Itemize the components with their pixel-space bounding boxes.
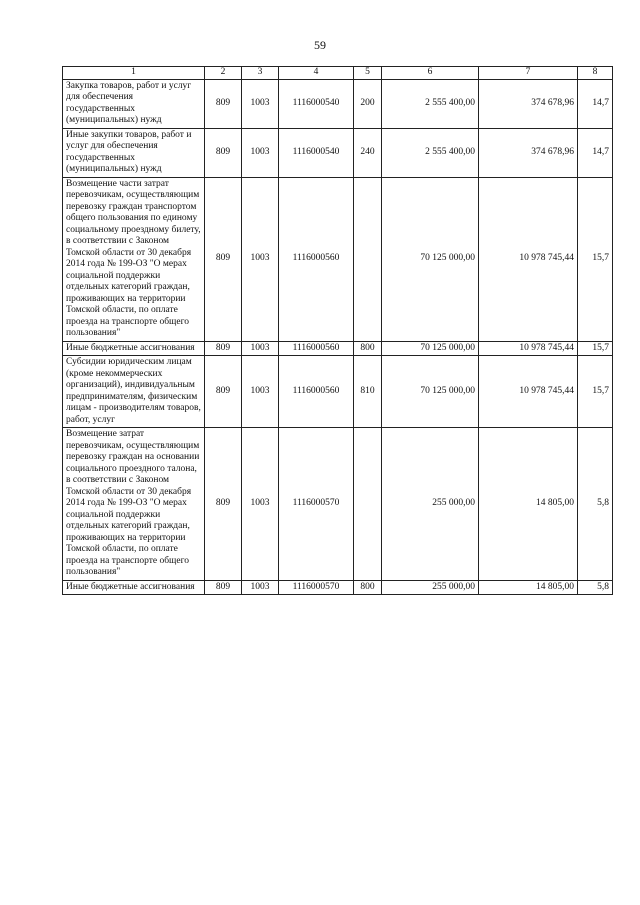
table-cell: 1003 (242, 580, 279, 595)
table-row (63, 580, 613, 595)
table-cell: 810 (354, 356, 382, 428)
table-cell: 1116000560 (279, 177, 354, 341)
table-header-row (63, 67, 613, 80)
table-cell: 800 (354, 341, 382, 356)
table-cell: 5,8 (578, 580, 613, 595)
table-cell: 14,7 (578, 128, 613, 177)
table-cell: 374 678,96 (479, 128, 578, 177)
table-cell: 1116000540 (279, 79, 354, 128)
table-cell: Закупка товаров, работ и услуг для обеспечения государственных (муниципальных) нужд (63, 79, 205, 128)
table-cell: 5,8 (578, 428, 613, 581)
table-cell: 809 (205, 580, 242, 595)
table-cell: 70 125 000,00 (382, 341, 479, 356)
table-cell: 10 978 745,44 (479, 177, 578, 341)
table-cell: Иные закупки товаров, работ и услуг для обеспечения государственных (муниципальных) нужд (63, 128, 205, 177)
table-cell: 1116000570 (279, 580, 354, 595)
table-cell: 2 555 400,00 (382, 128, 479, 177)
table-cell: 1003 (242, 428, 279, 581)
table-cell: 14 805,00 (479, 580, 578, 595)
table-cell: 1116000560 (279, 341, 354, 356)
column-header: 8 (578, 67, 613, 80)
table-cell: 14,7 (578, 79, 613, 128)
table-cell: 809 (205, 428, 242, 581)
table-cell (354, 428, 382, 581)
table-cell: 255 000,00 (382, 580, 479, 595)
table-cell: 70 125 000,00 (382, 356, 479, 428)
table-cell: Возмещение затрат перевозчикам, осуществляющим перевозку граждан на основании социального проездного талона, в соответствии с Законом Томской области от 30 декабря 2014 года № 199-ОЗ "О мерах социальной поддержки отдельных категорий граждан, проживающих на территории Томской области, по оплате проезда на транспорте общего пользования" (63, 428, 205, 581)
table-cell: 10 978 745,44 (479, 356, 578, 428)
table-cell: 10 978 745,44 (479, 341, 578, 356)
table-cell: 809 (205, 177, 242, 341)
column-header: 7 (479, 67, 578, 80)
table-cell: 15,7 (578, 356, 613, 428)
table-cell: Субсидии юридическим лицам (кроме некоммерческих организаций), индивидуальным предпринимателям, физическим лицам - производителям товаров, работ, услуг (63, 356, 205, 428)
page-number: 59 (314, 38, 326, 52)
table-cell: 2 555 400,00 (382, 79, 479, 128)
table-cell: 15,7 (578, 341, 613, 356)
table-cell: 14 805,00 (479, 428, 578, 581)
table-cell: 1003 (242, 128, 279, 177)
table-cell: Иные бюджетные ассигнования (63, 341, 205, 356)
table-cell: 1003 (242, 341, 279, 356)
table-row (63, 79, 613, 128)
column-header: 4 (279, 67, 354, 80)
column-header: 6 (382, 67, 479, 80)
table-cell: 1116000570 (279, 428, 354, 581)
column-header: 2 (205, 67, 242, 80)
column-header: 5 (354, 67, 382, 80)
table-row (63, 128, 613, 177)
table-cell: 1003 (242, 79, 279, 128)
table-cell: 809 (205, 341, 242, 356)
table-cell: 809 (205, 128, 242, 177)
budget-table (62, 66, 613, 595)
table-cell: 1003 (242, 356, 279, 428)
table-cell: 800 (354, 580, 382, 595)
table-cell: 15,7 (578, 177, 613, 341)
table-row (63, 356, 613, 428)
column-header: 3 (242, 67, 279, 80)
table-row (63, 341, 613, 356)
table-cell (354, 177, 382, 341)
table-cell: Возмещение части затрат перевозчикам, осуществляющим перевозку граждан транспортом общего пользования по единому социальному проездному билету, в соответствии с Законом Томской области от 30 декабря 2014 года № 199-ОЗ "О мерах социальной поддержки отдельных категорий граждан, проживающих на территории Томской области, по оплате проезда на транспорте общего пользования" (63, 177, 205, 341)
table-cell: 1116000560 (279, 356, 354, 428)
table-cell: 1003 (242, 177, 279, 341)
column-header: 1 (63, 67, 205, 80)
table-cell: 809 (205, 79, 242, 128)
table-row (63, 428, 613, 581)
table-cell: 255 000,00 (382, 428, 479, 581)
table-cell: 809 (205, 356, 242, 428)
table-cell: 374 678,96 (479, 79, 578, 128)
table-cell: 200 (354, 79, 382, 128)
table-cell: Иные бюджетные ассигнования (63, 580, 205, 595)
table-cell: 70 125 000,00 (382, 177, 479, 341)
table-cell: 240 (354, 128, 382, 177)
table-cell: 1116000540 (279, 128, 354, 177)
table-row (63, 177, 613, 341)
